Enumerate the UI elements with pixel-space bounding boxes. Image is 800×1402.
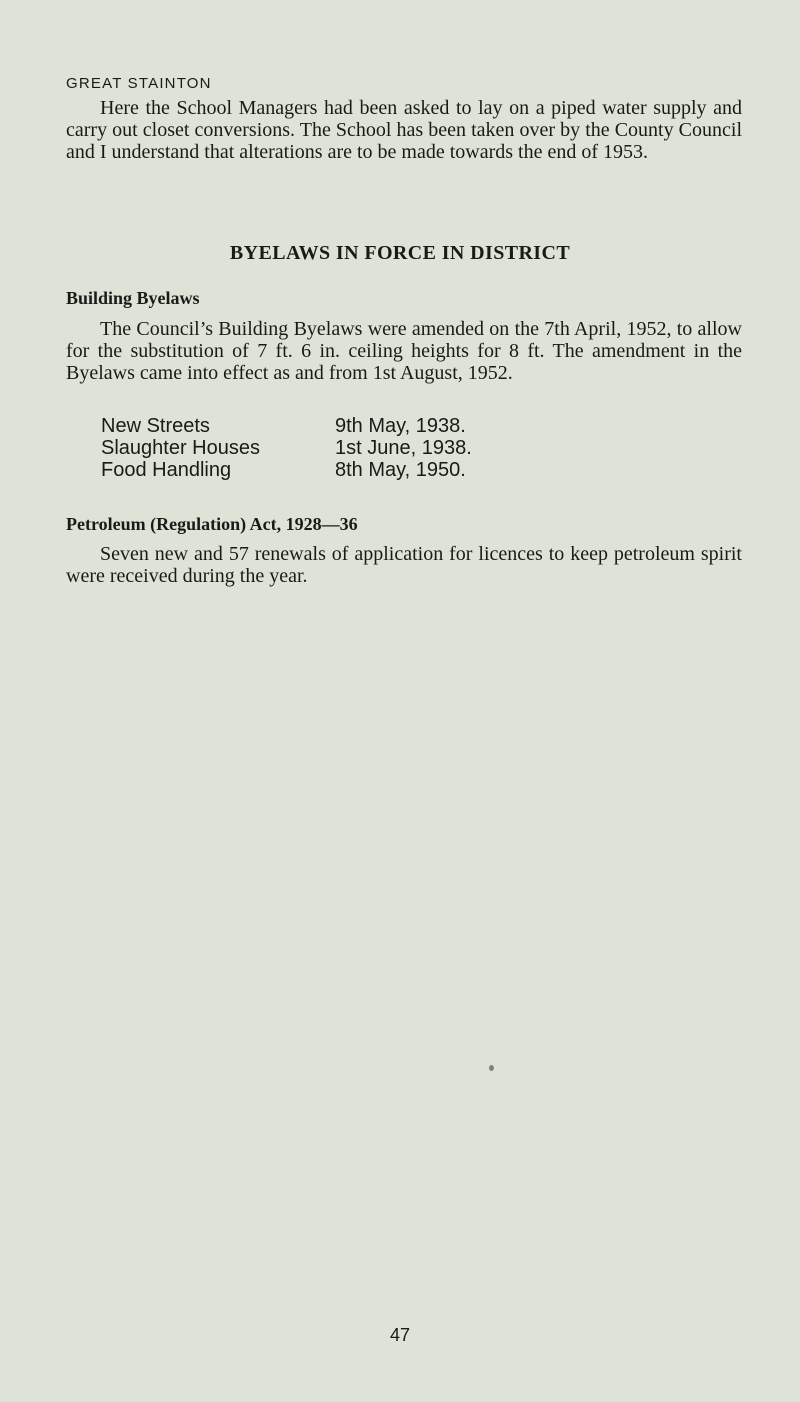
byelaw-date: 1st June, 1938.: [335, 437, 472, 459]
building-byelaws-paragraph-text: The Council’s Building Byelaws were amended on the 7th April, 1952, to allow for the substitution of 7 ft. 6 in. ceiling heights for 8 ft. The amendment in the Byelaws came into effect as and from 1st August, 1952.: [66, 318, 742, 384]
byelaw-date: 8th May, 1950.: [335, 459, 466, 481]
page-number: 47: [389, 1325, 411, 1345]
petroleum-paragraph: [66, 543, 742, 587]
intro-paragraph-text: Here the School Managers had been asked to lay on a piped water supply and carry out closet conversions. The School has been taken over by the County Council and I understand that alterations are to be made towards the end of 1953.: [66, 97, 742, 163]
petroleum-paragraph-text: Seven new and 57 renewals of application for licences to keep petroleum spirit were received during the year.: [66, 543, 742, 587]
table-row: [101, 437, 472, 459]
byelaws-table: [101, 415, 472, 481]
table-row: [101, 459, 472, 481]
byelaw-name: Slaughter Houses: [101, 437, 260, 459]
table-row: [101, 415, 472, 437]
building-byelaws-paragraph: [66, 318, 742, 384]
byelaw-name: New Streets: [101, 415, 210, 437]
intro-paragraph: [66, 97, 742, 163]
location-heading: GREAT STAINTON: [66, 75, 212, 92]
byelaw-date: 9th May, 1938.: [335, 415, 466, 437]
paper-speck: [489, 1065, 494, 1071]
building-byelaws-heading: Building Byelaws: [66, 288, 200, 308]
petroleum-heading: Petroleum (Regulation) Act, 1928—36: [66, 514, 358, 534]
byelaw-name: Food Handling: [101, 459, 232, 481]
section-title: BYELAWS IN FORCE IN DISTRICT: [229, 242, 571, 264]
